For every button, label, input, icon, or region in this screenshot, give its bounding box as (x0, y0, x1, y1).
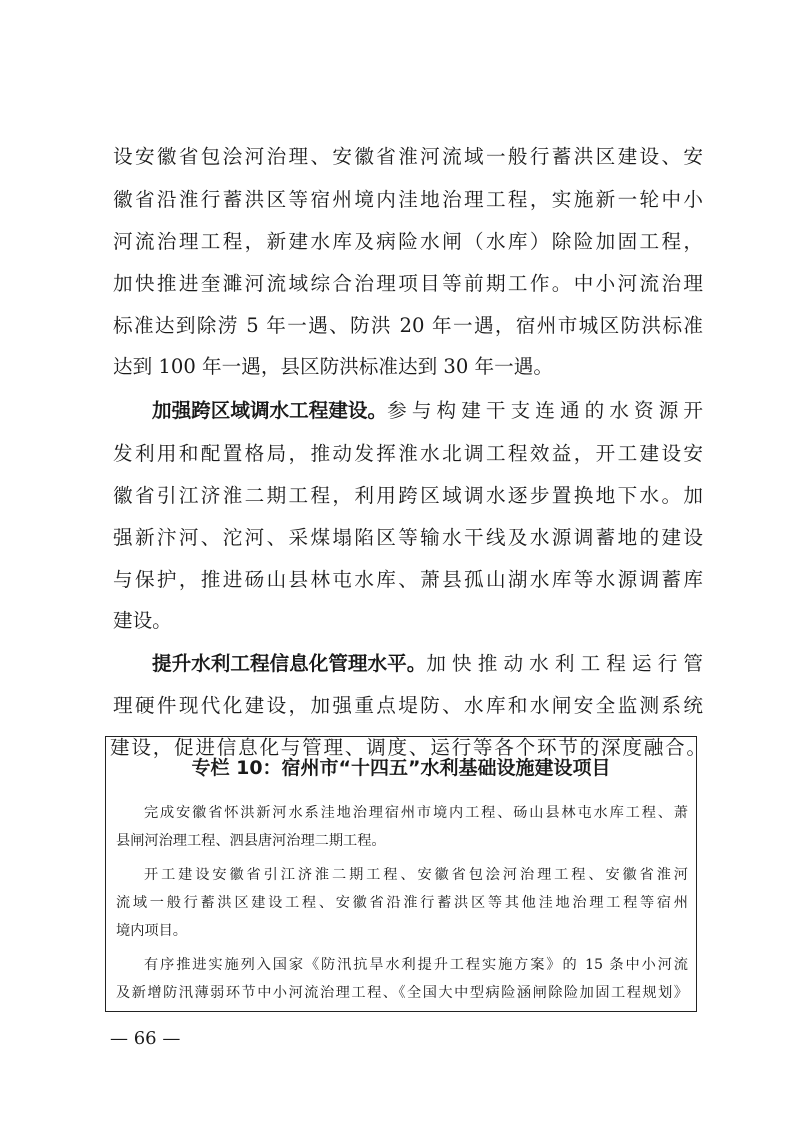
body-line: 加快推进奎濉河流域综合治理项目等前期工作。中小河流治理 (113, 272, 703, 295)
body-line: 达到 100 年一遇，县区防洪标准达到 30 年一遇。 (113, 355, 553, 378)
paragraph-first-line (152, 644, 703, 684)
body-line: 徽省引江济淮二期工程，利用跨区域调水逐步置换地下水。加 (113, 484, 703, 507)
section-heading: 提升水利工程信息化管理水平。 (152, 652, 427, 675)
body-line: 发利用和配置格局，推动发挥淮水北调工程效益，开工建设安 (113, 442, 703, 465)
body-line: 标准达到除涝 5 年一遇、防洪 20 年一遇，宿州市城区防洪标准 (113, 314, 703, 337)
page-number: — 66 — (110, 1028, 181, 1049)
column-line: 有序推进实施列入国家《防汛抗旱水利提升工程实施方案》的 15 条中小河流 (144, 957, 688, 973)
body-line: 参与构建干支连通的水资源开 (387, 399, 703, 422)
body-line: 河流治理工程，新建水库及病险水闸（水库）除险加固工程， (113, 230, 703, 253)
column-line: 境内项目。 (116, 923, 187, 939)
body-line: 徽省沿淮行蓄洪区等宿州境内洼地治理工程，实施新一轮中小 (113, 188, 703, 211)
body-line: 理硬件现代化建设，加强重点堤防、水库和水闸安全监测系统 (113, 694, 703, 717)
body-line: 强新汴河、沱河、采煤塌陷区等输水干线及水源调蓄地的建设 (113, 526, 703, 549)
column-line: 完成安徽省怀洪新河水系洼地治理宿州市境内工程、砀山县林屯水库工程、萧 (144, 805, 688, 821)
column-line: 及新增防汛薄弱环节中小河流治理工程、《全国大中型病险涵闸除险加固工程规划》 (116, 985, 688, 1001)
body-line: 建设。 (113, 609, 172, 632)
column-line: 流域一般行蓄洪区建设工程、安徽省沿淮行蓄洪区等其他洼地治理工程等宿州 (116, 895, 688, 911)
column-line: 开工建设安徽省引江济淮二期工程、安徽省包浍河治理工程、安徽省淮河 (144, 867, 688, 883)
body-line: 设安徽省包浍河治理、安徽省淮河流域一般行蓄洪区建设、安 (113, 145, 703, 168)
section-heading: 加强跨区域调水工程建设。 (152, 399, 388, 422)
column-title: 专栏 10：宿州市“十四五”水利基础设施建设项目 (191, 757, 611, 779)
column-line: 县闸河治理工程、泗县唐河治理二期工程。 (116, 833, 386, 849)
body-line: 加快推动水利工程运行管 (426, 652, 703, 675)
body-line: 与保护，推进砀山县林屯水库、萧县孤山湖水库等水源调蓄库 (113, 568, 703, 591)
body-line: 建设，促进信息化与管理、调度、运行等各个环节的深度融合。 (110, 736, 706, 759)
paragraph-first-line (152, 391, 703, 431)
column-box (105, 736, 697, 1012)
